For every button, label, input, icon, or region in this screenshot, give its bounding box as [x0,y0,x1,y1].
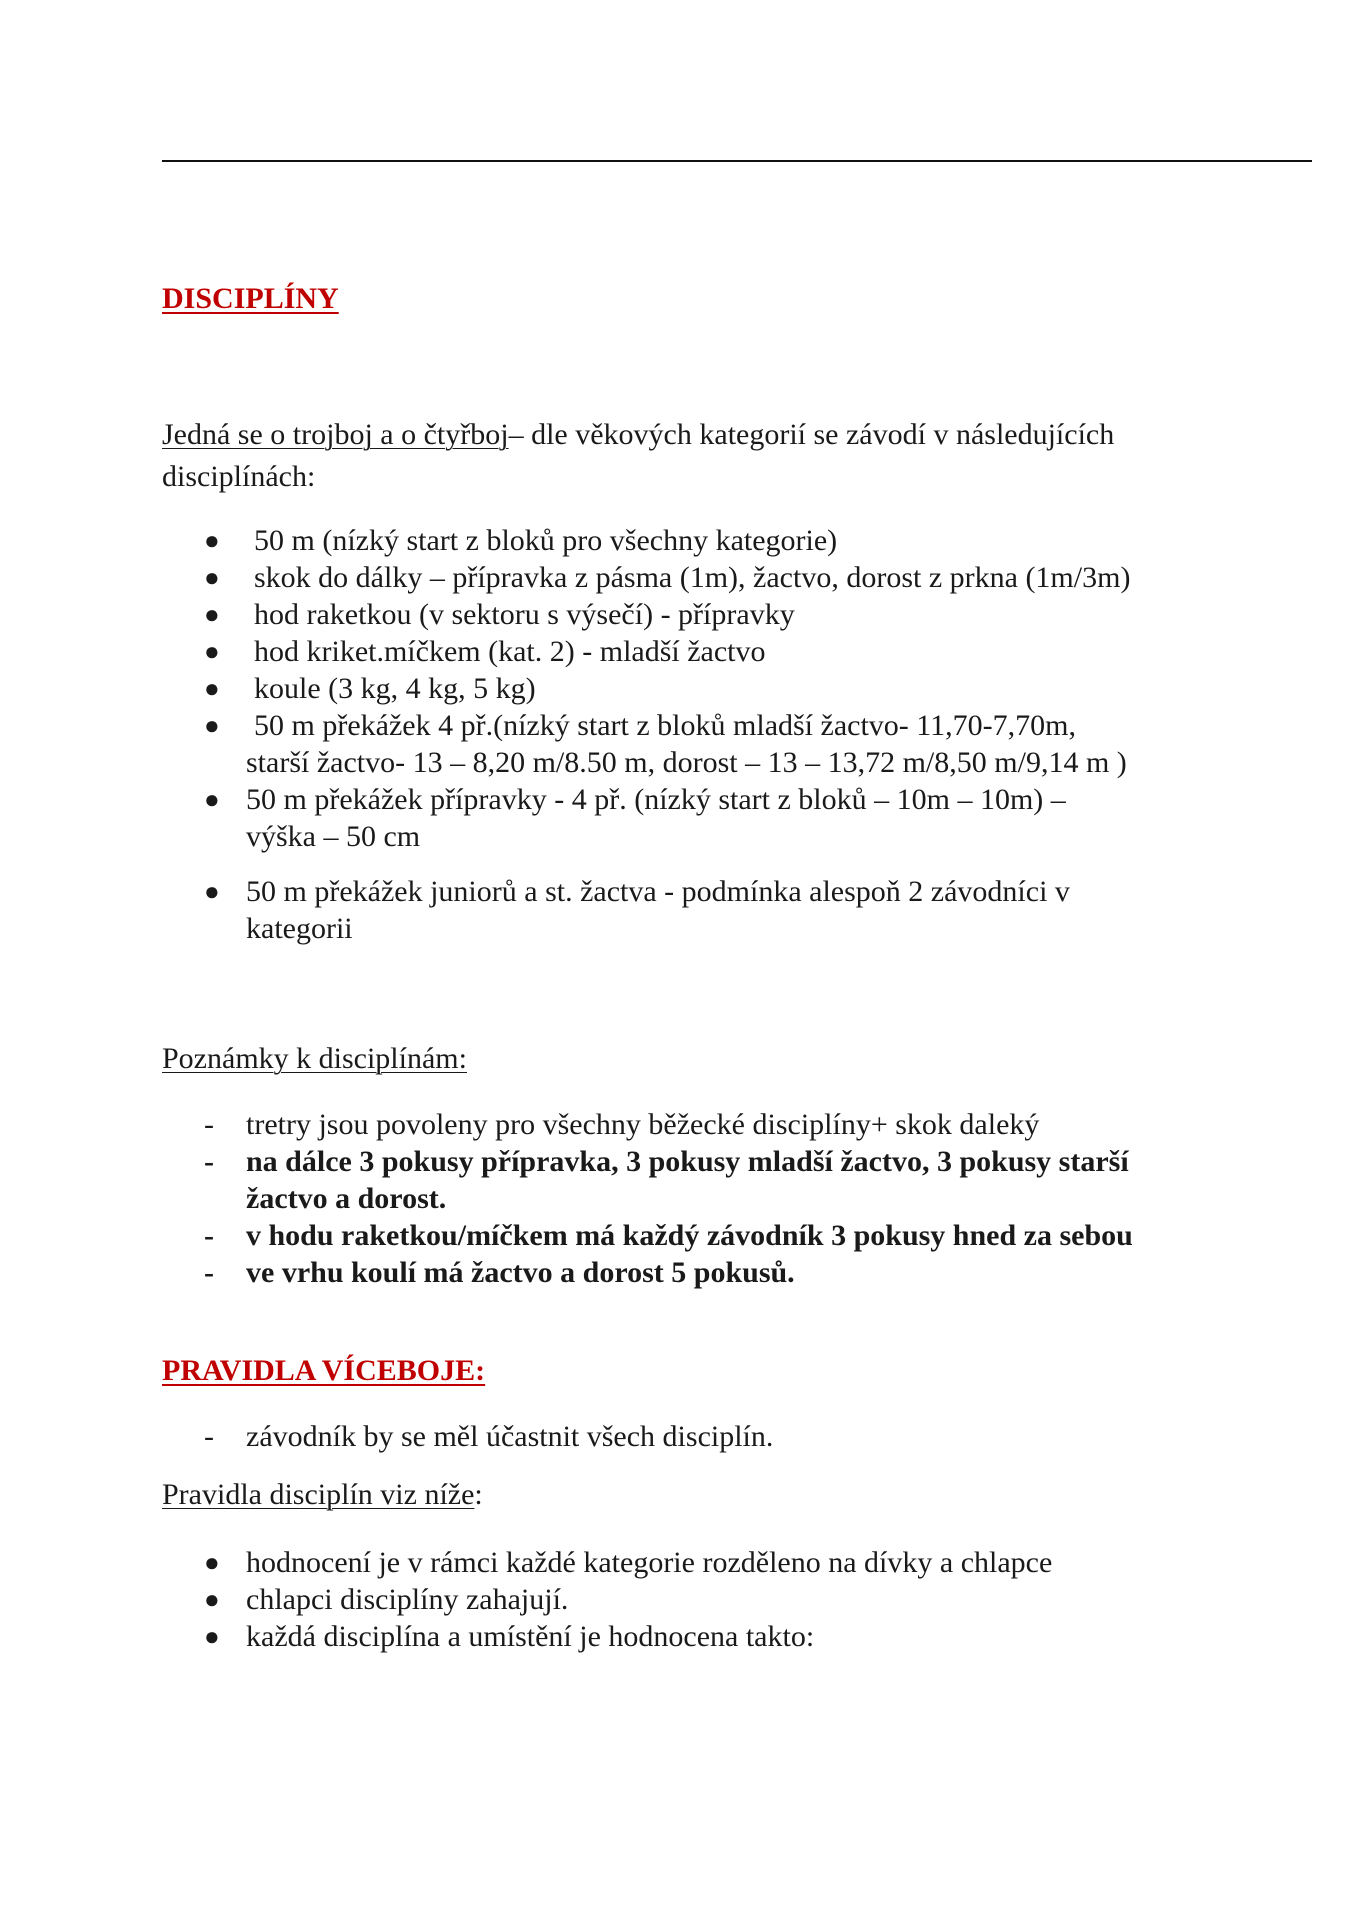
list-item [0,781,1066,873]
bullet-icon: ● [204,1622,220,1651]
bullet-icon: ● [204,1585,220,1614]
notes-heading [162,1038,467,1080]
dash-marker: - [204,1145,214,1178]
list-item-text: kategorii [246,912,353,945]
rules-list [0,1544,1053,1655]
discipline-list [0,522,1131,947]
disciplines-heading: DISCIPLÍNY [162,282,339,315]
list-item-text: 50 m (nízký start z bloků pro všechny kategorie) [254,524,838,557]
list-item [0,1217,1133,1254]
list-item-text: žactvo a dorost. [246,1182,447,1215]
list-item-text: hodnocení je v rámci každé kategorie rozděleno na dívky a chlapce [246,1546,1053,1579]
list-item [0,1106,1040,1143]
bullet-icon: ● [204,877,220,906]
list-item-text: hod kriket.míčkem (kat. 2) - mladší žactvo [254,635,766,668]
list-item-text: 50 m překážek 4 př.(nízký start z bloků mladší žactvo- 11,70-7,70m, [254,709,1076,742]
list-item-text: hod raketkou (v sektoru s výsečí) - přípravky [254,598,795,631]
list-item-text: každá disciplína a umístění je hodnocena takto: [246,1620,815,1653]
list-item-text: chlapci disciplíny zahajují. [246,1583,569,1616]
bullet-icon: ● [204,674,220,703]
list-item-text: tretry jsou povoleny pro všechny běžecké disciplíny+ skok daleký [246,1108,1040,1141]
bullet-icon: ● [204,637,220,666]
list-item-text: ve vrhu koulí má žactvo a dorost 5 pokusů. [246,1256,795,1289]
rules-heading: PRAVIDLA VÍCEBOJE: [162,1354,486,1387]
intro-underlined: Jedná se o trojboj a o čtyřboj [162,418,509,451]
list-item [0,873,1070,947]
dash-marker: - [204,1256,214,1289]
list-item-text: 50 m překážek juniorů a st. žactva - podmínka alespoň 2 závodníci v [246,875,1070,908]
rules-link-suffix: : [474,1478,483,1511]
bullet-icon: ● [204,563,220,592]
list-item [0,1618,815,1655]
list-item [0,522,881,559]
list-item [0,1581,806,1618]
list-item [0,633,881,670]
bullet-icon: ● [204,711,220,740]
list-item-text: koule (3 kg, 4 kg, 5 kg) [254,672,536,705]
list-item-text: skok do dálky – přípravka z pásma (1m), žactvo, dorost z prkna (1m/3m) [254,561,1131,594]
list-item-text: závodník by se měl účastnit všech disciplín. [246,1420,774,1453]
dash-marker: - [204,1219,214,1252]
list-item [0,1254,887,1291]
intro-line-1 [162,414,1114,456]
header-rule [162,160,1312,162]
list-item [0,1544,1053,1581]
notes-list [0,1106,1133,1291]
list-item [0,670,881,707]
bullet-icon: ● [204,600,220,629]
list-item-text: 50 m překážek přípravky - 4 př. (nízký start z bloků – 10m – 10m) – [246,783,1066,816]
list-item [0,1418,774,1455]
intro-line-2: disciplínách: [162,460,316,493]
bullet-icon: ● [204,526,220,555]
rules-link-line [162,1474,483,1516]
list-item-text: starší žactvo- 13 – 8,20 m/8.50 m, dorost – 13 – 13,72 m/8,50 m/9,14 m ) [246,746,1127,779]
list-item-text: výška – 50 cm [246,820,421,853]
list-item [0,707,1127,781]
list-item [0,596,881,633]
bullet-icon: ● [204,1548,220,1577]
list-item-text: na dálce 3 pokusy přípravka, 3 pokusy mladší žactvo, 3 pokusy starší [246,1145,1129,1178]
list-item [0,559,1131,596]
list-item [0,1143,1129,1217]
list-item-text: v hodu raketkou/míčkem má každý závodník 3 pokusy hned za sebou [246,1219,1133,1252]
rules-dash-list [0,1418,774,1455]
dash-marker: - [204,1420,214,1453]
intro-rest: – dle věkových kategorií se závodí v následujících [508,418,1115,451]
bullet-icon: ● [204,785,220,814]
dash-marker: - [204,1108,214,1141]
notes-heading-text: Poznámky k disciplínám: [162,1042,467,1075]
rules-link-text: Pravidla disciplín viz níže [162,1478,475,1511]
